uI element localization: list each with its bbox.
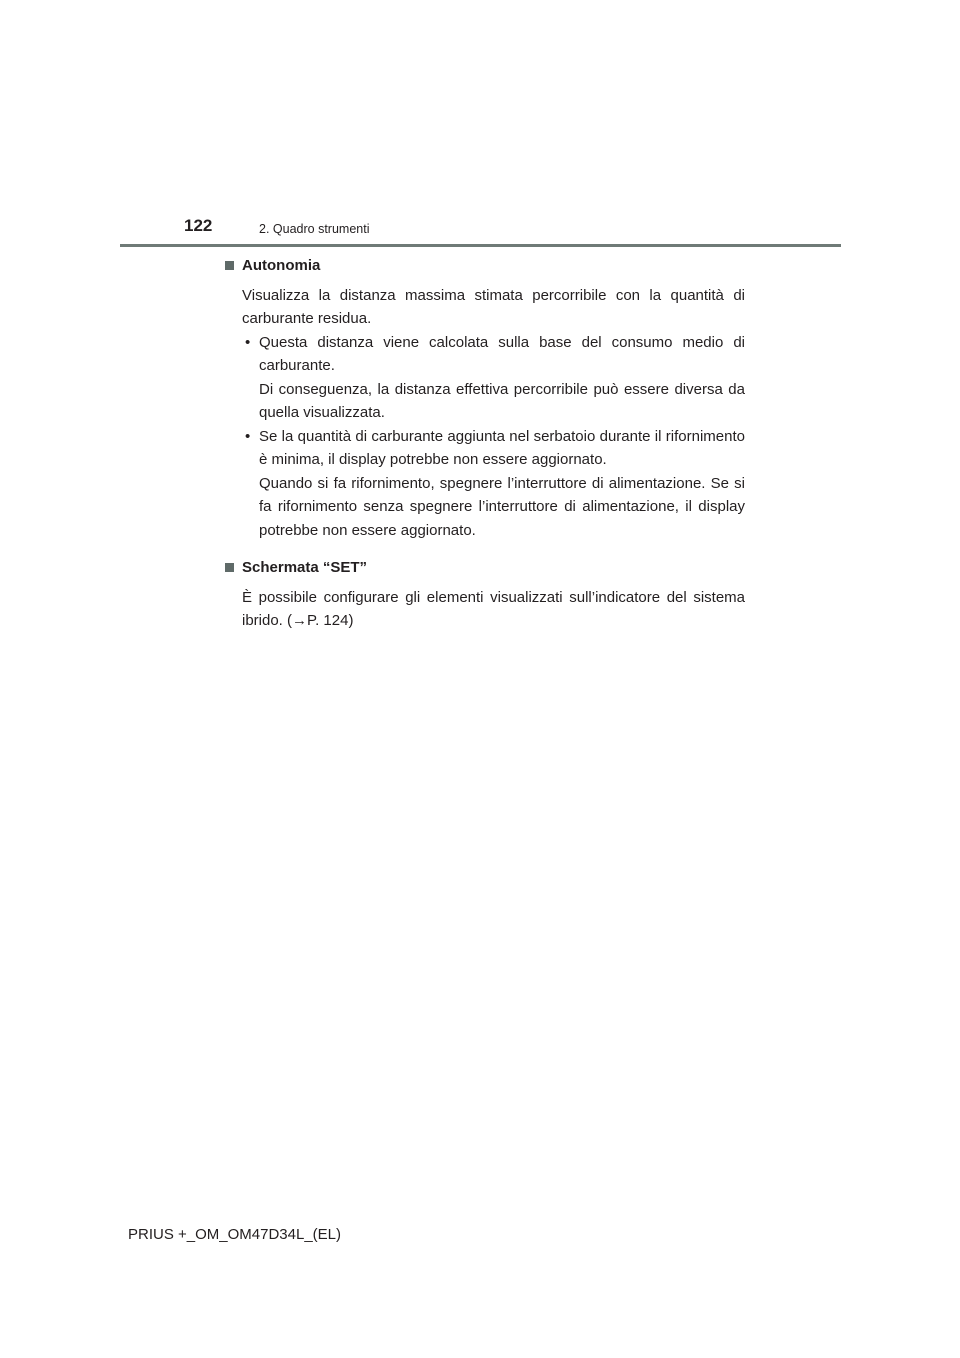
section-heading: [225, 556, 745, 580]
list-item-text: Questa distanza viene calcolata sulla base del consumo medio di carburante.: [259, 333, 745, 374]
section-title: 2. Quadro strumenti: [259, 222, 370, 236]
section-paragraph: Visualizza la distanza massima stimata percorribile con la quantità di carburante residua.: [242, 286, 745, 327]
square-bullet-icon: [225, 563, 234, 572]
list-item-text: Di conseguenza, la distanza effettiva percorribile può essere diversa da quella visualizzata.: [259, 380, 745, 421]
list-item-body: [259, 331, 745, 425]
section-heading: [225, 254, 745, 278]
section-heading-text: Schermata “SET”: [242, 559, 368, 576]
section-paragraph: È possibile configurare gli elementi visualizzati sull’indicatore del sistema ibrido. (→P. 124): [242, 588, 745, 629]
header-divider: [120, 244, 841, 247]
section-autonomia: [225, 254, 745, 542]
bullet-dot-icon: •: [245, 333, 251, 351]
page-number: 122: [184, 216, 213, 235]
bullet-dot-icon: •: [245, 427, 251, 445]
document-code: PRIUS +_OM_OM47D34L_(EL): [128, 1226, 342, 1243]
square-bullet-icon: [225, 261, 234, 270]
page-content: [225, 254, 745, 647]
list-item: [242, 331, 745, 425]
list-item-text: Quando si fa rifornimento, spegnere l’interruttore di alimentazione. Se si fa rifornimento senza spegnere l’interruttore di alimentazione, il display potrebbe non essere aggiornato.: [259, 474, 745, 539]
list-item-body: [259, 425, 745, 543]
section-schermata-set: [225, 556, 745, 633]
list-item: [242, 425, 745, 543]
page-header: [0, 0, 960, 250]
section-heading-text: Autonomia: [242, 257, 321, 274]
bullet-list: [225, 331, 745, 543]
list-item-text: Se la quantità di carburante aggiunta nel serbatoio durante il rifornimento è minima, il display potrebbe non essere aggiornato.: [259, 427, 745, 468]
